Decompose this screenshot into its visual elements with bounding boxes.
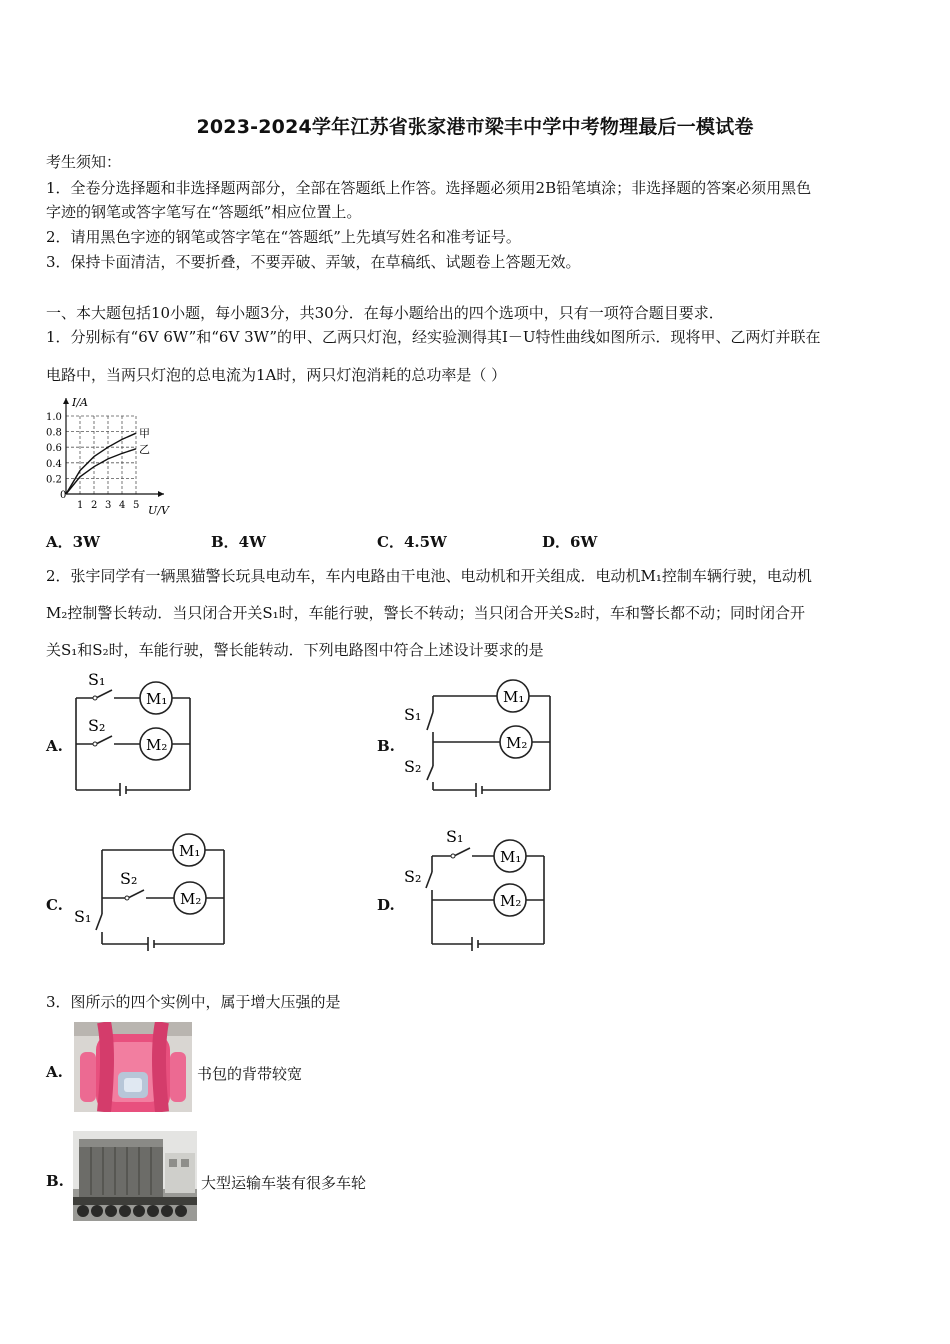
notice-item: 字迹的钢笔或答字笔写在“答题纸”相应位置上。: [46, 203, 362, 221]
motor-label: M₂: [506, 734, 528, 752]
y-axis-arrow: [63, 398, 69, 404]
motor-label: M₁: [179, 842, 201, 860]
motor-label: M₂: [180, 890, 202, 908]
motor-label: M₂: [146, 736, 168, 754]
q3-option-a-label: A.: [46, 1063, 63, 1081]
switch-label: S₂: [88, 716, 106, 735]
motor-label: M₁: [503, 688, 525, 706]
x-tick-label: 5: [133, 500, 140, 511]
switch-label: S₁: [88, 670, 106, 689]
y-tick-label: 1.0: [46, 412, 62, 423]
switch-label: S₁: [74, 907, 92, 926]
q2-option-d-label: D.: [377, 896, 395, 914]
y-tick-label: 0.2: [46, 474, 62, 486]
q3-stem: 3．图所示的四个实例中，属于增大压强的是: [46, 993, 341, 1011]
iu-chart: [44, 392, 184, 520]
section-heading: 一、本大题包括10小题，每小题3分，共30分．在每小题给出的四个选项中，只有一项符合题目要求．: [46, 304, 724, 322]
motor-label: M₂: [500, 892, 522, 910]
circuit-a: [68, 668, 198, 796]
series-label: 甲: [139, 427, 150, 441]
y-tick-label: 0.8: [46, 427, 62, 439]
q1-stem-line1: 1．分别标有“6V 6W”和“6V 3W”的甲、乙两只灯泡，经实验测得其I－U特性曲线如图所示．现将甲、乙两灯并联在: [46, 328, 821, 346]
series-line-1: [66, 449, 136, 494]
q3-option-a-text: 书包的背带较宽: [197, 1065, 303, 1083]
q3-option-b-text: 大型运输车装有很多车轮: [201, 1174, 367, 1192]
q2-option-b-label: B.: [377, 737, 395, 755]
q3-option-b-label: B.: [46, 1172, 64, 1190]
q1-option-a: A．3W: [46, 533, 100, 551]
q2-stem-line3: 关S₁和S₂时，车能行驶，警长能转动．下列电路图中符合上述设计要求的是: [46, 641, 544, 659]
switch-label: S₂: [404, 757, 422, 776]
x-tick-label: 1: [77, 500, 84, 511]
notice-item: 2．请用黑色字迹的钢笔或答字笔在“答题纸”上先填写姓名和准考证号。: [46, 228, 521, 246]
q1-stem-line2: 电路中，当两只灯泡的总电流为1A时，两只灯泡消耗的总功率是（ ）: [46, 366, 507, 384]
notice-heading: 考生须知：: [46, 153, 122, 171]
x-axis-arrow: [158, 491, 164, 497]
motor-label: M₁: [146, 690, 168, 708]
truck-photo: [73, 1131, 197, 1221]
notice-item: 3．保持卡面清洁，不要折叠，不要弄破、弄皱，在草稿纸、试题卷上答题无效。: [46, 253, 581, 271]
chart-grid: [66, 416, 136, 494]
y-tick-label: 0.6: [46, 443, 62, 455]
q2-stem-line2: M₂控制警长转动．当只闭合开关S₁时，车能行驶，警长不转动；当只闭合开关S₂时，车和警长都不动；同时闭合开: [46, 604, 805, 622]
x-tick-label: 2: [91, 500, 98, 511]
q1-option-d: D．6W: [542, 533, 598, 551]
x-axis-label: U/V: [148, 504, 169, 517]
x-tick-label: 4: [119, 500, 126, 511]
q1-option-c: C．4.5W: [377, 533, 447, 551]
notice-item: 1．全卷分选择题和非选择题两部分，全部在答题纸上作答。选择题必须用2B铅笔填涂；非选择题的答案必须用黑色: [46, 179, 812, 197]
q2-stem-line1: 2．张宇同学有一辆黑猫警长玩具电动车，车内电路由干电池、电动机和开关组成．电动机M₁控制车辆行驶，电动机: [46, 567, 812, 585]
chart-series: [66, 433, 136, 494]
y-axis-label: I/A: [72, 396, 88, 409]
circuit-b: [400, 676, 560, 800]
switch-label: S₁: [404, 705, 422, 724]
q2-option-c-label: C.: [46, 896, 63, 914]
circuit-c: [70, 830, 230, 952]
switch-label: S₁: [446, 827, 464, 846]
x-tick-label: 3: [105, 500, 112, 511]
page-title: 2023-2024学年江苏省张家港市梁丰中学中考物理最后一模试卷: [196, 116, 754, 138]
series-label: 乙: [139, 442, 150, 456]
y-tick-label: 0.4: [46, 458, 62, 470]
motor-label: M₁: [500, 848, 522, 866]
backpack-photo: [74, 1022, 192, 1112]
q2-option-a-label: A.: [46, 737, 63, 755]
x-tick-label: 0: [60, 490, 67, 501]
switch-label: S₂: [120, 869, 138, 888]
circuit-d: [400, 826, 550, 952]
switch-label: S₂: [404, 867, 422, 886]
q1-option-b: B．4W: [211, 533, 266, 551]
